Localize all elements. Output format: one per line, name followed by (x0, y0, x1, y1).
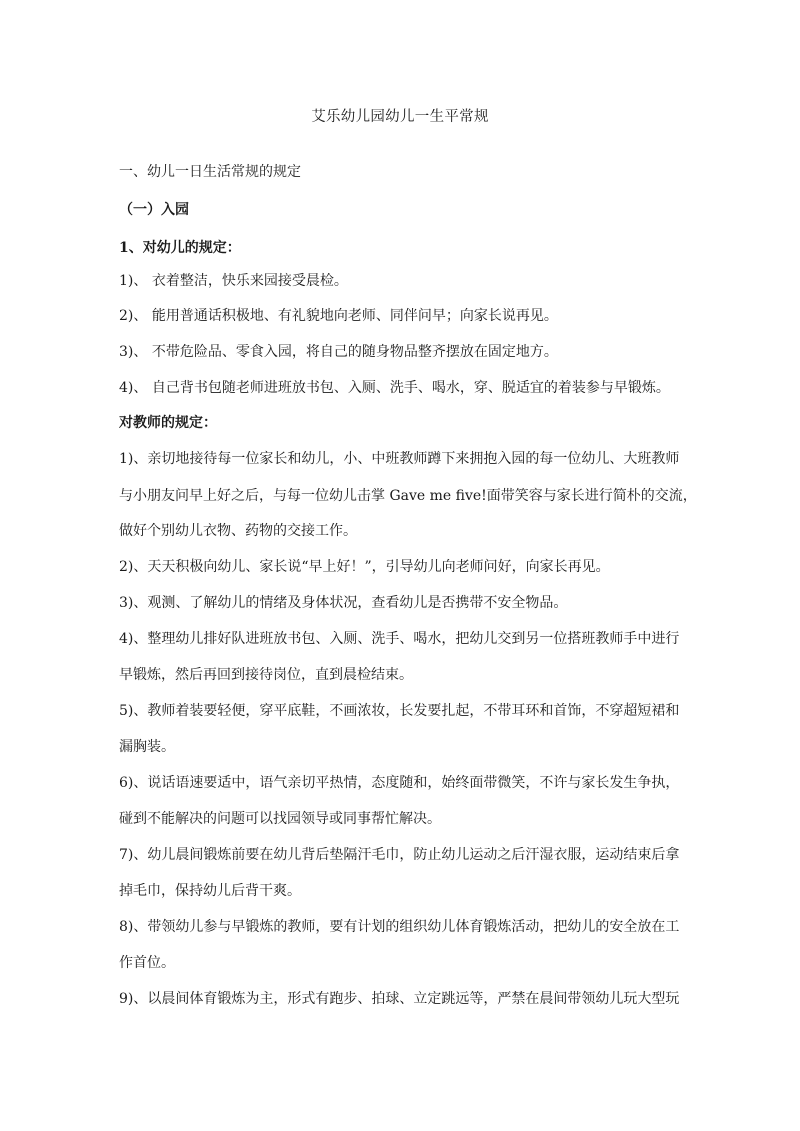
paragraph-line: 3)、观测、了解幼儿的情绪及身体状况，查看幼儿是否携带不安全物品。 (119, 595, 568, 611)
paragraph-line: 2)、 能用普通话积极地、有礼貌地向老师、同伴问早；向家长说再见。 (119, 308, 558, 324)
paragraph-line: 6)、说话语速要适中，语气亲切平热情，态度随和，始终面带微笑，不许与家长发生争执， (119, 775, 680, 791)
paragraph-line: 作首位。 (119, 955, 175, 971)
paragraph-line: 8)、带领幼儿参与早锻炼的教师，要有计划的组织幼儿体育锻炼活动，把幼儿的安全放在工 (119, 919, 680, 935)
paragraph-line: 9)、以晨间体育锻炼为主，形式有跑步、拍球、立定跳远等，严禁在晨间带领幼儿玩大型玩 (119, 991, 680, 1007)
paragraph-line: 早锻炼，然后再回到接待岗位，直到晨检结束。 (119, 667, 413, 683)
rule-group-heading: 1、对幼儿的规定： (119, 240, 241, 256)
subsection-heading: （一）入园 (119, 202, 189, 218)
paragraph-line: 4)、整理幼儿排好队进班放书包、入厕、洗手、喝水，把幼儿交到另一位搭班教师手中进行 (119, 631, 680, 647)
paragraph-line: 5)、教师着装要轻便，穿平底鞋，不画浓妆，长发要扎起，不带耳环和首饰，不穿超短裙和 (119, 703, 680, 719)
paragraph-line: 做好个别幼儿衣物、药物的交接工作。 (119, 523, 357, 539)
rule-group-heading: 对教师的规定： (119, 415, 217, 431)
paragraph-line: 漏胸装。 (119, 739, 175, 755)
paragraph-line: 1)、亲切地接待每一位家长和幼儿，小、中班教师蹲下来拥抱入园的每一位幼儿、大班教师 (119, 451, 680, 467)
paragraph-line: 7)、幼儿晨间锻炼前要在幼儿背后垫隔汗毛巾，防止幼儿运动之后汗湿衣服，运动结束后拿 (119, 847, 680, 863)
section-heading: 一、幼儿一日生活常规的规定 (119, 164, 301, 180)
paragraph-line: 掉毛巾，保持幼儿后背干爽。 (119, 883, 301, 899)
paragraph-line: 1)、 衣着整洁，快乐来园接受晨检。 (119, 273, 348, 289)
paragraph-line: 3)、 不带危险品、零食入园，将自己的随身物品整齐摆放在固定地方。 (119, 344, 558, 360)
paragraph-line: 碰到不能解决的问题可以找园领导或同事帮忙解决。 (119, 811, 441, 827)
paragraph-line: 与小朋友问早上好之后，与每一位幼儿击掌 Gave me five!面带笑容与家长进行简朴的交流， (119, 488, 697, 504)
paragraph-line: 2)、天天积极向幼儿、家长说“早上好！”，引导幼儿向老师问好，向家长再见。 (119, 559, 610, 575)
paragraph-line: 4)、 自己背书包随老师进班放书包、入厕、洗手、喝水，穿、脱适宜的着装参与早锻炼。 (119, 380, 670, 396)
document-title: 艾乐幼儿园幼儿一生平常规 (311, 109, 489, 125)
